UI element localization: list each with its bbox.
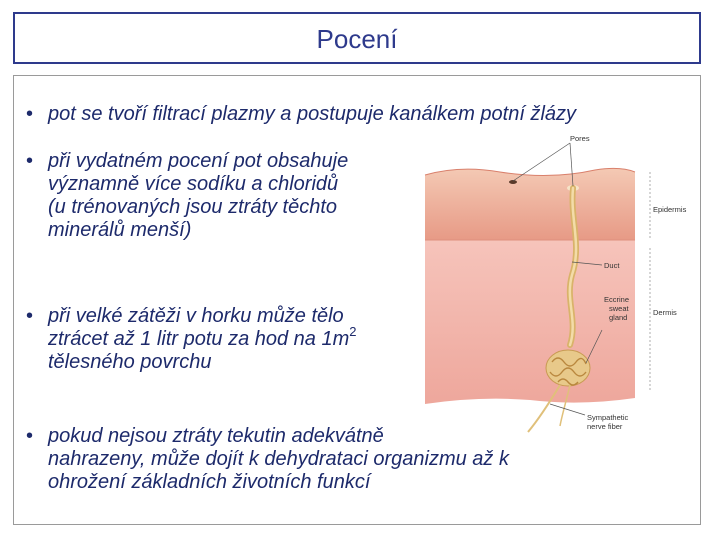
bullet-line: významně více sodíku a chloridů <box>48 173 339 195</box>
bullet-item <box>26 305 357 374</box>
bullet-item <box>26 103 577 126</box>
bullet-line: minerálů menší) <box>48 219 192 241</box>
bullet-line <box>48 324 357 351</box>
label-sympathetic: Sympathetic <box>587 413 629 422</box>
label-nerve-fiber: nerve fiber <box>587 422 623 431</box>
eccrine-gland <box>546 350 590 386</box>
bullet-marker: • <box>26 305 34 327</box>
bullet-marker: • <box>26 150 34 172</box>
bullet-marker: • <box>26 103 34 125</box>
label-dermis: Dermis <box>653 308 677 317</box>
label-pores: Pores <box>570 134 590 143</box>
label-sweat: sweat <box>609 304 629 313</box>
sweat-gland-illustration <box>420 130 690 450</box>
bullet-line: pokud nejsou ztráty tekutin adekvátně <box>48 425 384 447</box>
bullet-marker: • <box>26 425 34 447</box>
label-duct: Duct <box>604 261 620 270</box>
superscript: 2 <box>349 324 357 339</box>
bullet-item <box>26 425 509 494</box>
bullet-line: tělesného povrchu <box>48 351 212 373</box>
label-epidermis: Epidermis <box>653 205 687 214</box>
bullet-item <box>26 150 349 242</box>
page-title: Pocení <box>316 24 398 54</box>
epidermis-layer <box>425 168 635 240</box>
bullet-line: (u trénovaných jsou ztráty těchto <box>48 196 338 218</box>
bullet-line: při velké zátěži v horku může tělo <box>48 305 344 327</box>
bullet-line: při vydatném pocení pot obsahuje <box>48 150 349 172</box>
label-gland: gland <box>609 313 628 322</box>
bullet-line: nahrazeny, může dojít k dehydrataci organizmu až k <box>48 448 509 470</box>
title-box <box>13 12 701 64</box>
bullet-line-text: ztrácet až 1 litr potu za hod na 1m <box>48 328 350 350</box>
label-eccrine: Eccrine <box>604 295 630 304</box>
bullet-line: ohrožení základních životních funkcí <box>48 471 371 493</box>
bullet-line: pot se tvoří filtrací plazmy a postupuje kanálkem potní žlázy <box>48 103 577 125</box>
